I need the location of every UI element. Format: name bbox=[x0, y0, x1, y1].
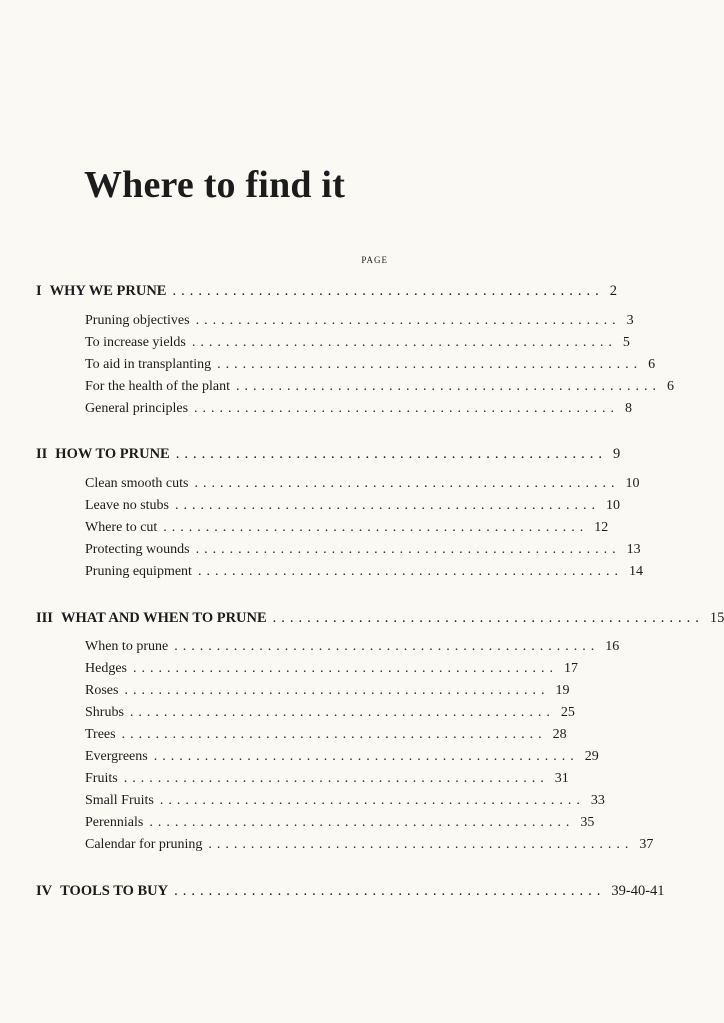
dot-leader: .................................................. bbox=[159, 793, 585, 808]
dot-leader: .................................................. bbox=[123, 771, 549, 786]
section-numeral: III bbox=[36, 610, 53, 626]
dot-leader: .................................................. bbox=[195, 313, 621, 328]
toc-item bbox=[85, 771, 569, 787]
toc-item bbox=[85, 683, 570, 699]
toc-item bbox=[85, 379, 675, 395]
dot-leader: .................................................. bbox=[163, 520, 589, 535]
item-label: To aid in transplanting bbox=[85, 357, 212, 372]
item-label: Roses bbox=[85, 683, 119, 698]
toc-item bbox=[85, 313, 634, 329]
item-label: Clean smooth cuts bbox=[85, 476, 189, 491]
toc-item bbox=[85, 661, 578, 677]
section-page: 39-40-41 bbox=[611, 883, 665, 899]
dot-leader: .................................................. bbox=[208, 837, 634, 852]
item-page: 5 bbox=[622, 335, 630, 350]
item-page: 28 bbox=[552, 727, 567, 742]
item-page: 16 bbox=[605, 639, 620, 654]
toc-item bbox=[85, 793, 605, 809]
section-page: 15 bbox=[709, 610, 724, 626]
dot-leader: .................................................. bbox=[174, 498, 600, 513]
item-label: Protecting wounds bbox=[85, 542, 190, 557]
item-page: 12 bbox=[594, 520, 609, 535]
item-page: 29 bbox=[584, 749, 599, 764]
toc-item bbox=[85, 357, 656, 373]
page-column-label: PAGE bbox=[361, 255, 388, 265]
dot-leader: .................................................. bbox=[272, 610, 704, 626]
dot-leader: .................................................. bbox=[129, 705, 555, 720]
dot-leader: .................................................. bbox=[124, 683, 550, 698]
item-label: Small Fruits bbox=[85, 793, 154, 808]
item-page: 17 bbox=[564, 661, 578, 676]
dot-leader: .................................................. bbox=[236, 379, 662, 394]
item-page: 35 bbox=[580, 815, 595, 830]
toc-section-1 bbox=[36, 283, 617, 300]
dot-leader: .................................................. bbox=[172, 283, 604, 299]
section-page: 9 bbox=[612, 446, 621, 462]
item-label: When to prune bbox=[85, 639, 169, 654]
item-label: General principles bbox=[85, 401, 189, 416]
toc-item bbox=[85, 815, 595, 831]
item-page: 13 bbox=[626, 542, 641, 557]
item-label: Fruits bbox=[85, 771, 118, 786]
item-page: 25 bbox=[560, 705, 575, 720]
item-label: For the health of the plant bbox=[85, 379, 231, 394]
section-numeral: I bbox=[36, 283, 42, 299]
item-label: Leave no stubs bbox=[85, 498, 169, 513]
toc-item bbox=[85, 401, 633, 417]
dot-leader: .................................................. bbox=[153, 749, 579, 764]
item-label: Shrubs bbox=[85, 705, 124, 720]
dot-leader: .................................................. bbox=[194, 401, 620, 416]
item-label: Pruning objectives bbox=[85, 313, 190, 328]
dot-leader: .................................................. bbox=[194, 476, 620, 491]
toc-section-3 bbox=[36, 610, 724, 627]
section-numeral: IV bbox=[36, 883, 53, 899]
item-page: 31 bbox=[554, 771, 569, 786]
toc-item bbox=[85, 727, 567, 743]
toc-item bbox=[85, 564, 643, 580]
item-page: 14 bbox=[628, 564, 643, 579]
dot-leader: .................................................. bbox=[133, 661, 558, 676]
item-label: Evergreens bbox=[85, 749, 148, 764]
dot-leader: .................................................. bbox=[174, 639, 600, 654]
dot-leader: .................................................. bbox=[197, 564, 623, 579]
page-title: Where to find it bbox=[83, 164, 346, 206]
item-page: 6 bbox=[648, 357, 656, 372]
section-label: HOW TO PRUNE bbox=[55, 446, 170, 462]
toc-item bbox=[85, 542, 641, 558]
item-page: 10 bbox=[605, 498, 620, 513]
item-page: 3 bbox=[626, 313, 634, 328]
section-label: TOOLS TO BUY bbox=[60, 883, 169, 899]
toc-item bbox=[85, 639, 620, 655]
dot-leader: .................................................. bbox=[174, 883, 606, 899]
toc-item bbox=[85, 749, 599, 765]
dot-leader: .................................................. bbox=[121, 727, 547, 742]
section-page: 2 bbox=[609, 283, 617, 299]
section-numeral: II bbox=[36, 446, 48, 462]
toc-item bbox=[85, 498, 620, 514]
toc-section-2 bbox=[36, 446, 621, 463]
section-label: WHAT AND WHEN TO PRUNE bbox=[60, 610, 267, 626]
toc-item bbox=[85, 520, 609, 536]
dot-leader: .................................................. bbox=[175, 446, 607, 462]
item-page: 10 bbox=[625, 476, 640, 491]
dot-leader: .................................................. bbox=[195, 542, 621, 557]
toc-item bbox=[85, 476, 640, 492]
item-label: Hedges bbox=[85, 661, 127, 676]
toc-item bbox=[85, 837, 654, 853]
dot-leader: .................................................. bbox=[191, 335, 617, 350]
item-label: Calendar for pruning bbox=[85, 837, 203, 852]
toc-item bbox=[85, 335, 630, 351]
item-label: Trees bbox=[85, 727, 116, 742]
item-label: Pruning equipment bbox=[85, 564, 192, 579]
section-label: WHY WE PRUNE bbox=[49, 283, 167, 299]
item-label: Where to cut bbox=[85, 520, 158, 535]
dot-leader: .................................................. bbox=[217, 357, 643, 372]
dot-leader: .................................................. bbox=[149, 815, 575, 830]
item-page: 19 bbox=[555, 683, 570, 698]
item-page: 8 bbox=[625, 401, 633, 416]
item-label: Perennials bbox=[85, 815, 144, 830]
item-label: To increase yields bbox=[85, 335, 186, 350]
toc-item bbox=[85, 705, 575, 721]
item-page: 37 bbox=[639, 837, 654, 852]
item-page: 33 bbox=[590, 793, 605, 808]
item-page: 6 bbox=[667, 379, 675, 394]
toc-section-4 bbox=[36, 883, 665, 900]
